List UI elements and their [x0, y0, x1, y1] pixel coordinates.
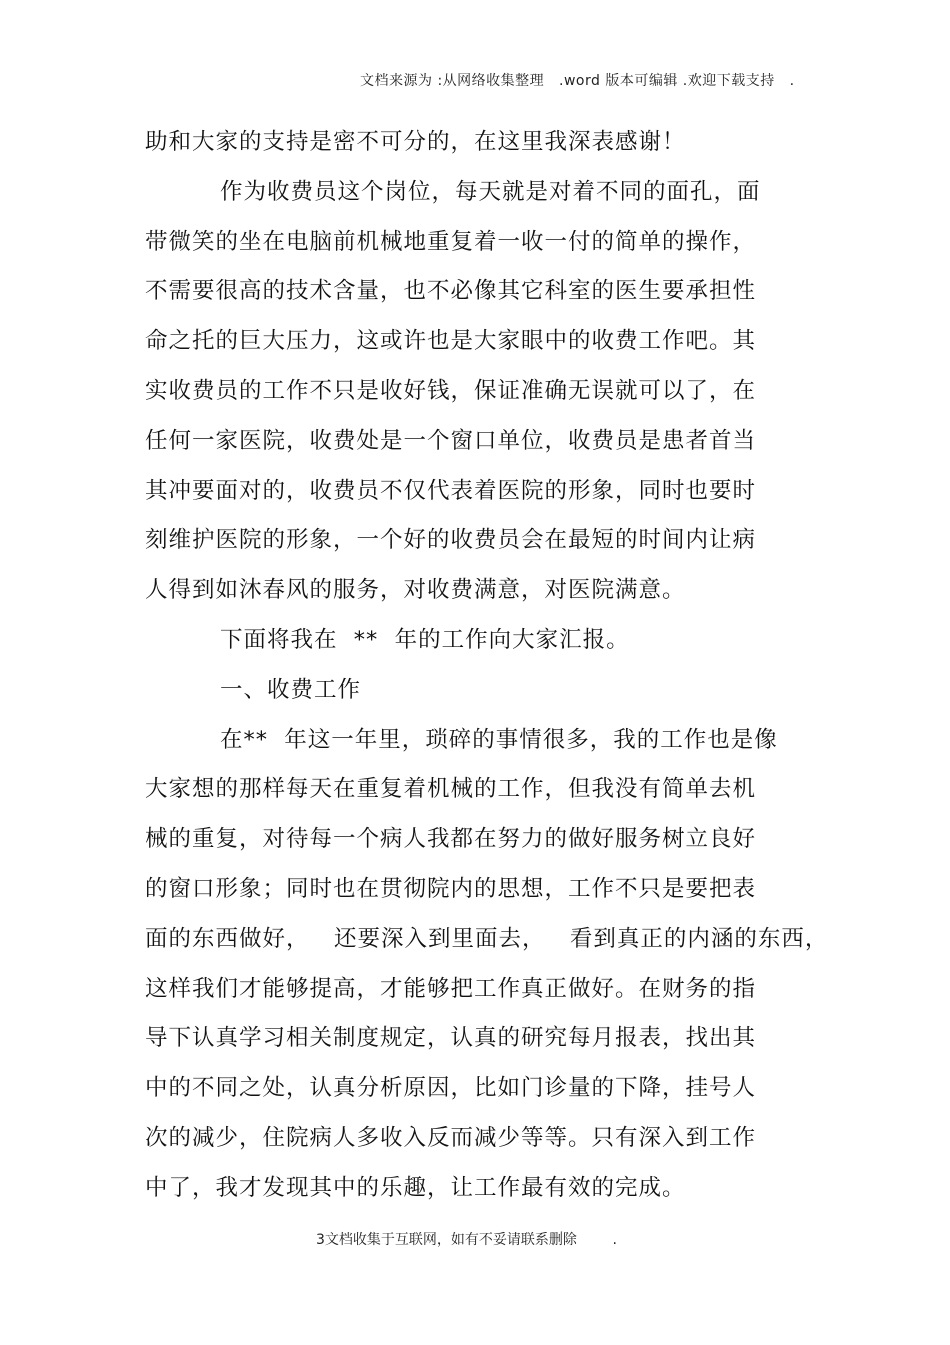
text-line: 械的重复，对待每一个病人我都在努力的做好服务树立良好 — [145, 826, 757, 852]
text-line: 刻维护医院的形象，一个好的收费员会在最短的时间内让病 — [145, 527, 757, 553]
header-source-note: 文档来源为 :从网络收集整理 .word 版本可编辑 .欢迎下载支持 . — [360, 73, 795, 89]
text-line: 作为收费员这个岗位，每天就是对着不同的面孔，面 — [220, 179, 761, 205]
text-line: 次的减少，住院病人多收入反而减少等等。只有深入到工作 — [145, 1125, 757, 1151]
text-line: 命之托的巨大压力，这或许也是大家眼中的收费工作吧。其 — [145, 328, 757, 354]
text-line: 中的不同之处，认真分析原因，比如门诊量的下降，挂号人 — [145, 1075, 757, 1101]
text-line: 这样我们才能够提高，才能够把工作真正做好。在财务的指 — [145, 976, 757, 1002]
text-line: 带微笑的坐在电脑前机械地重复着一收一付的简单的操作， — [145, 229, 757, 255]
footer-note: 3文档收集于互联网，如有不妥请联系删除 . — [316, 1232, 617, 1248]
text-line: 面的东西做好， 还要深入到里面去， 看到真正的内涵的东西， — [145, 926, 829, 952]
text-line: 助和大家的支持是密不可分的，在这里我深表感谢！ — [145, 129, 686, 155]
section-heading: 一、收费工作 — [220, 677, 362, 703]
text-line: 导下认真学习相关制度规定，认真的研究每月报表，找出其 — [145, 1025, 757, 1051]
text-line: 其冲要面对的，收费员不仅代表着医院的形象，同时也要时 — [145, 478, 757, 504]
text-line: 下面将我在 ** 年的工作向大家汇报。 — [220, 627, 630, 653]
text-line: 中了，我才发现其中的乐趣，让工作最有效的完成。 — [145, 1175, 686, 1201]
text-line: 在** 年这一年里，琐碎的事情很多，我的工作也是像 — [220, 727, 778, 753]
text-line: 人得到如沐春风的服务，对收费满意，对医院满意。 — [145, 577, 686, 603]
text-line: 的窗口形象；同时也在贯彻院内的思想，工作不只是要把表 — [145, 876, 757, 902]
text-line: 实收费员的工作不只是收好钱，保证准确无误就可以了，在 — [145, 378, 757, 404]
text-line: 不需要很高的技术含量，也不必像其它科室的医生要承担性 — [145, 278, 757, 304]
text-line: 大家想的那样每天在重复着机械的工作，但我没有简单去机 — [145, 776, 757, 802]
text-line: 任何一家医院，收费处是一个窗口单位，收费员是患者首当 — [145, 428, 757, 454]
